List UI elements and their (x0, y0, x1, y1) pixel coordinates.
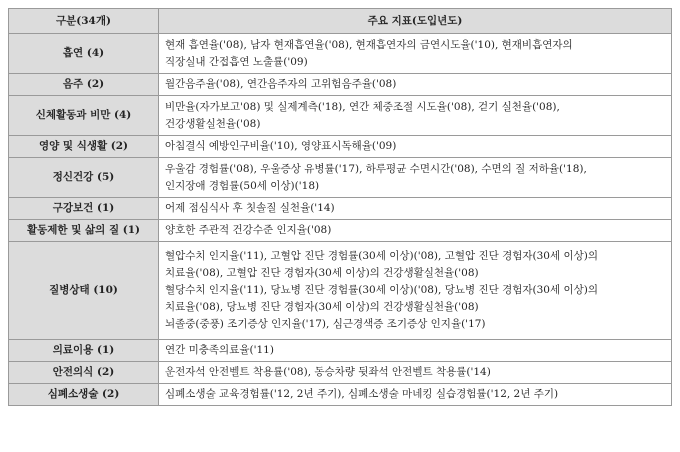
indicator-line: 건강생활실천율('08) (165, 117, 261, 130)
indicator-line: 어제 점심식사 후 칫솔질 실천율('14) (165, 202, 335, 214)
indicator-line: 뇌졸중(중풍) 조기증상 인지율('17), 심근경색증 조기증상 인지율('17) (165, 318, 486, 330)
row-category: 구강보건 (1) (9, 198, 159, 220)
indicator-line: 아침결식 예방인구비율('10), 영양표시독해율('09) (165, 140, 397, 152)
header-category: 구분(34개) (9, 9, 159, 34)
indicator-line: 현재 흡연율('08), 남자 현재흡연율('08), 현재흡연자의 금연시도율('10), 현재비흡연자의 (165, 38, 573, 51)
indicator-line: 월간음주율('08), 연간음주자의 고위험음주율('08) (165, 78, 397, 90)
row-indicators (159, 136, 672, 158)
row-category: 음주 (2) (9, 74, 159, 96)
row-indicators (159, 384, 672, 406)
table-row (9, 158, 672, 198)
row-indicators (159, 74, 672, 96)
row-category: 의료이용 (1) (9, 340, 159, 362)
indicator-line: 운전자석 안전벨트 착용률('08), 동승차량 뒷좌석 안전벨트 착용률('14) (165, 366, 491, 378)
row-indicators (159, 242, 672, 340)
row-indicators (159, 362, 672, 384)
indicator-line: 혈당수치 인지율('11), 당뇨병 진단 경험률(30세 이상)('08), 당뇨병 진단 경험자(30세 이상)의 (165, 284, 598, 296)
header-indicators: 주요 지표(도입년도) (159, 9, 672, 34)
table-row (9, 384, 672, 406)
indicator-line: 인지장애 경험률(50세 이상)('18) (165, 179, 320, 192)
row-indicators (159, 96, 672, 136)
indicator-line: 치료율('08), 고혈압 진단 경험자(30세 이상)의 건강생활실천율('08) (165, 267, 479, 279)
table-row (9, 96, 672, 136)
indicator-line: 심폐소생술 교육경험률('12, 2년 주기), 심폐소생술 마네킹 실습경험률('12, 2년 주기) (165, 388, 559, 400)
row-indicators (159, 198, 672, 220)
row-indicators (159, 34, 672, 74)
indicator-line: 비만율(자가보고'08) 및 실제계측('18), 연간 체중조절 시도율('08), 걷기 실천율('08), (165, 100, 560, 113)
table-row (9, 136, 672, 158)
table-row (9, 242, 672, 340)
indicator-line: 치료율('08), 당뇨병 진단 경험자(30세 이상)의 건강생활실천율('08) (165, 301, 479, 313)
table-row (9, 74, 672, 96)
table-row (9, 198, 672, 220)
row-category: 심폐소생술 (2) (9, 384, 159, 406)
row-indicators (159, 340, 672, 362)
row-category: 안전의식 (2) (9, 362, 159, 384)
row-category: 신체활동과 비만 (4) (9, 96, 159, 136)
indicator-line: 직장실내 간접흡연 노출률('09) (165, 55, 308, 68)
row-indicators (159, 158, 672, 198)
row-category: 정신건강 (5) (9, 158, 159, 198)
indicator-line: 혈압수치 인지율('11), 고혈압 진단 경험률(30세 이상)('08), 고혈압 진단 경험자(30세 이상)의 (165, 250, 598, 262)
row-category: 영양 및 식생활 (2) (9, 136, 159, 158)
indicator-line: 양호한 주관적 건강수준 인지율('08) (165, 224, 332, 236)
indicator-line: 우울감 경험률('08), 우울증상 유병률('17), 하루평균 수면시간('08), 수면의 질 저하율('18), (165, 162, 587, 175)
row-category: 질병상태 (10) (9, 242, 159, 340)
table-row (9, 362, 672, 384)
table-row (9, 340, 672, 362)
indicator-table (8, 8, 672, 406)
row-indicators (159, 220, 672, 242)
table-header-row (9, 9, 672, 34)
table-row (9, 34, 672, 74)
table-row (9, 220, 672, 242)
row-category: 활동제한 및 삶의 질 (1) (9, 220, 159, 242)
row-category: 흡연 (4) (9, 34, 159, 74)
indicator-line: 연간 미충족의료율('11) (165, 344, 274, 356)
